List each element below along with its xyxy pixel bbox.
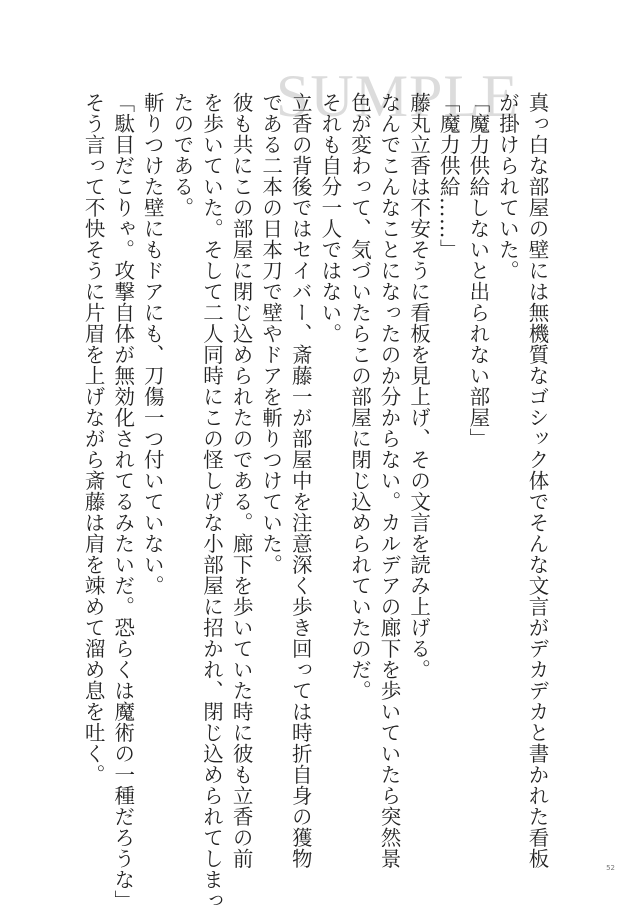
sample-watermark: SUMPLE	[276, 63, 519, 129]
text-line: 立香の背後ではセイバー、斎藤一が部屋中を注意深く歩き回っては時折自身の獲物	[288, 92, 313, 869]
text-line: である二本の日本刀で壁やドアを斬りつけていた。	[258, 92, 283, 575]
text-line: 「魔力供給……」	[436, 92, 461, 260]
text-line: が掛けられていた。	[495, 92, 520, 281]
vertical-text-body	[78, 92, 552, 911]
text-line: 斬りつけた壁にもドアにも、刀傷一つ付いていない。	[140, 92, 165, 596]
text-line: それも自分一人ではない。	[317, 92, 342, 344]
text-line: たのである。	[169, 92, 194, 218]
text-line: 藤丸立香は不安そうに看板を見上げ、その文言を読み上げる。	[406, 92, 431, 680]
page-number: 52	[606, 864, 615, 872]
text-line: 「駄目だこりゃ。攻撃自体が無効化されてるみたいだ。恐らくは魔術の一種だろうな」	[110, 92, 135, 911]
text-line: 色が変わって、気づいたらこの部屋に閉じ込められていたのだ。	[347, 92, 372, 701]
text-line: 「魔力供給しないと出られない部屋」	[465, 92, 490, 449]
text-line: 彼も共にこの部屋に閉じ込められたのである。廊下を歩いていた時に彼も立香の前	[229, 92, 254, 869]
text-line: そう言って不快そうに片眉を上げながら斎藤は肩を竦めて溜め息を吐く。	[81, 92, 106, 785]
text-line: なんでこんなことになったのか分からない。カルデアの廊下を歩いていたら突然景	[377, 92, 402, 869]
text-line: 真っ白な部屋の壁には無機質なゴシック体でそんな文言がデカデカと書かれた看板	[525, 92, 549, 869]
text-line: を歩いていた。そして二人同時にこの怪しげな小部屋に招かれ、閉じ込められてしまっ	[199, 92, 224, 911]
